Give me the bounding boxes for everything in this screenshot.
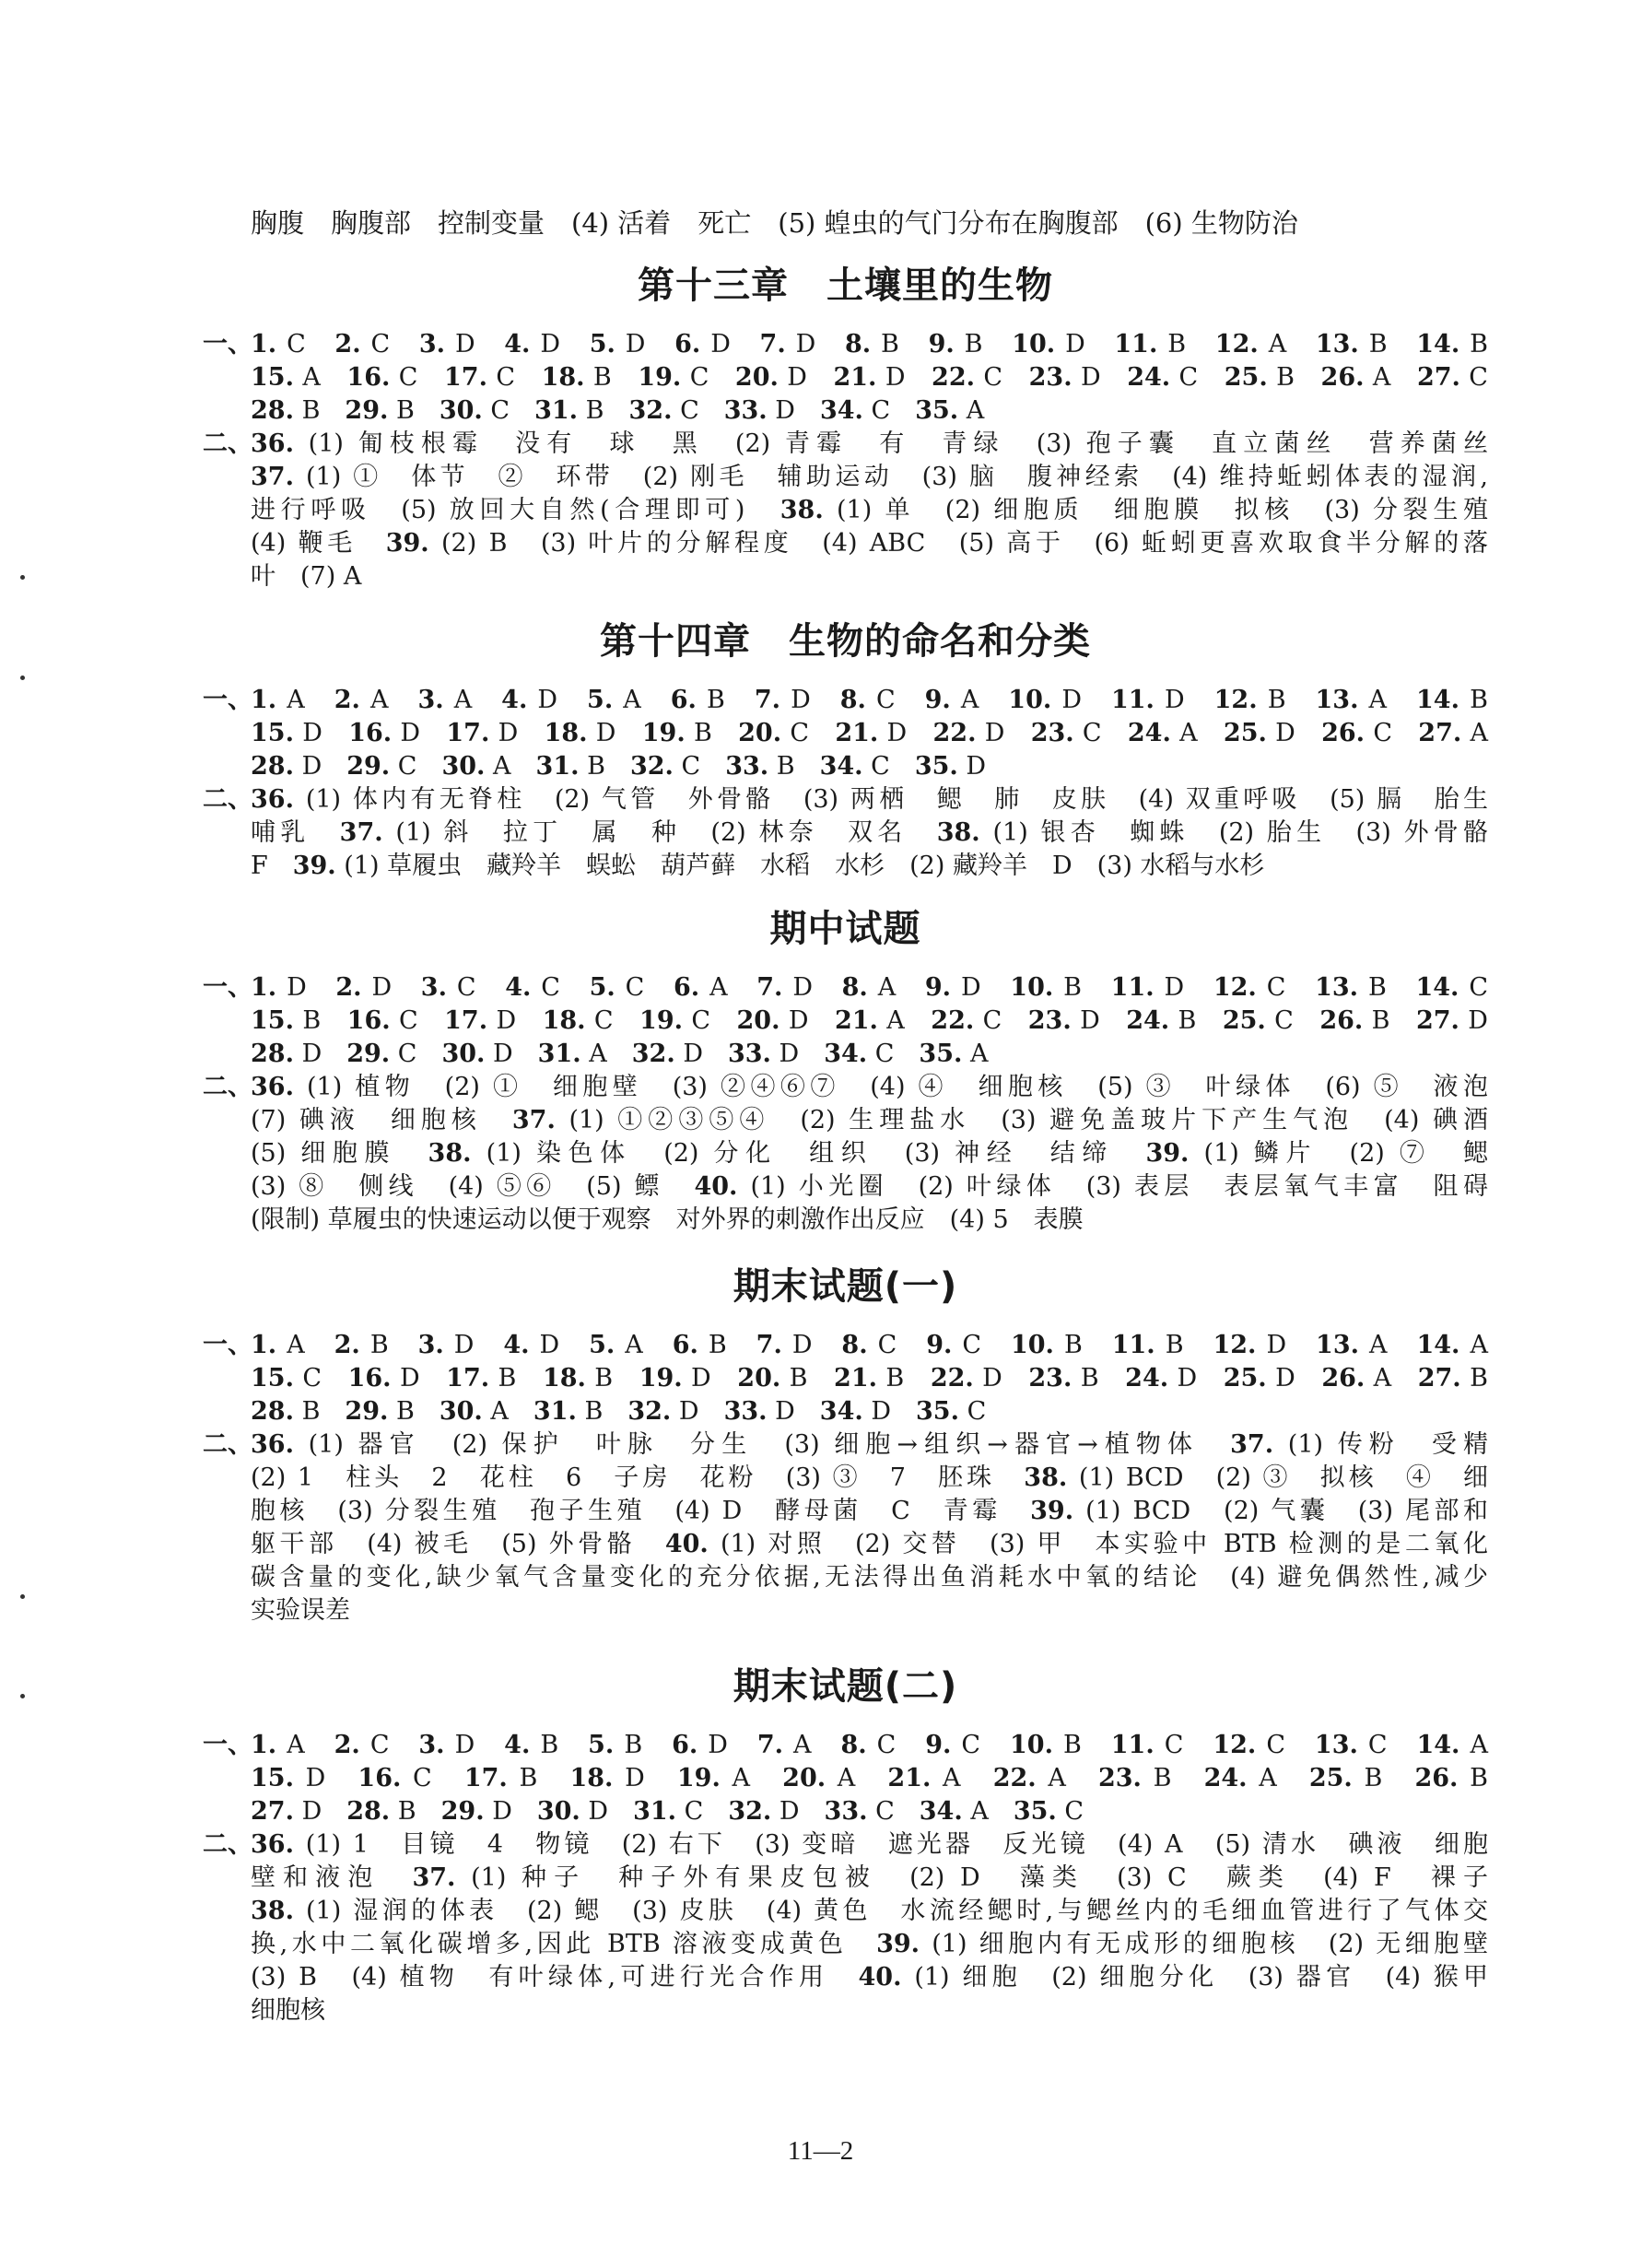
- part-label: [203, 1395, 251, 1428]
- part-label: [203, 817, 251, 850]
- choice-answers-row: [203, 1795, 1488, 1828]
- choice-answers-row: [203, 684, 1488, 717]
- short-answers-row: [203, 1462, 1488, 1495]
- choice-answers-row: [203, 1729, 1488, 1762]
- choice-answers-line: 28. B 29. B 30. A 31. B 32. D 33. D 34. D 35. C: [251, 1397, 987, 1426]
- short-answers-line: (7) 碘液 细胞核 37. (1) ①②③⑤④ (2) 生理盐水 (3) 避免盖玻片下产生气泡 (4) 碘酒: [251, 1106, 1488, 1134]
- section-title: 第十四章 生物的命名和分类: [600, 620, 1091, 663]
- section-title: 第十三章 土壤里的生物: [638, 264, 1053, 307]
- answer-section: [203, 616, 1488, 883]
- short-answers-row: [203, 1170, 1488, 1204]
- margin-mark: [20, 1694, 25, 1698]
- lead-line: 胸腹 胸腹部 控制变量 (4) 活着 死亡 (5) 蝗虫的气门分布在胸腹部 (6) 生物防治: [251, 207, 1298, 239]
- short-answers-line: 37. (1) ① 体节 ② 环带 (2) 刚毛 辅助运动 (3) 脑 腹神经索 (4) 维持蚯蚓体表的湿润,: [251, 463, 1488, 491]
- short-answers-line: 碳含量的变化,缺少氧气含量变化的充分依据,无法得出鱼消耗水中氧的结论 (4) 避免偶然性,减少: [251, 1563, 1488, 1592]
- short-answers-line: 壁和液泡 37. (1) 种子 种子外有果皮包被 (2) D 藻类 (3) C 蕨类 (4) F 裸子: [251, 1863, 1489, 1892]
- short-answers-row: [203, 428, 1488, 461]
- section-title: 期末试题(一): [733, 1265, 958, 1308]
- short-answers-line: 进行呼吸 (5) 放回大自然(合理即可) 38. (1) 单 (2) 细胞质 细胞膜 拟核 (3) 分裂生殖: [251, 496, 1488, 524]
- short-answers-row: [203, 1561, 1488, 1594]
- short-answers-line: (5) 细胞膜 38. (1) 染色体 (2) 分化 组织 (3) 神经 结缔 39. (1) 鳞片 (2) ⑦ 鳃: [251, 1139, 1488, 1168]
- short-answers-row: [203, 1495, 1488, 1528]
- part-label: 二、: [203, 1073, 252, 1101]
- part-label: [203, 560, 251, 593]
- short-answers-row: [203, 850, 1488, 883]
- short-answers-line: 36. (1) 植物 (2) ① 细胞壁 (3) ②④⑥⑦ (4) ④ 细胞核 (5) ③ 叶绿体 (6) ⑤ 液泡: [251, 1073, 1488, 1101]
- short-answers-line: 38. (1) 湿润的体表 (2) 鳃 (3) 皮肤 (4) 黄色 水流经鳃时,与鳃丝内的毛细血管进行了气体交: [251, 1897, 1488, 1925]
- short-answers-line: 36. (1) 器官 (2) 保护 叶脉 分生 (3) 细胞→组织→器官→植物体 37. (1) 传粉 受精: [251, 1430, 1488, 1459]
- short-answers-line: (2) 1 柱头 2 花柱 6 子房 花粉 (3) ③ 7 胚珠 38. (1) BCD (2) ③ 拟核 ④ 细: [251, 1463, 1488, 1492]
- part-label: [203, 1005, 251, 1038]
- part-label: [203, 1204, 251, 1237]
- choice-answers-row: [203, 750, 1488, 783]
- part-label: [203, 1462, 251, 1495]
- short-answers-line: 换,水中二氧化碳增多,因此 BTB 溶液变成黄色 39. (1) 细胞内有无成形的细胞核 (2) 无细胞壁: [251, 1930, 1488, 1958]
- part-label: 一、: [203, 1331, 252, 1359]
- part-label: [203, 1137, 251, 1170]
- choice-answers-row: [203, 1362, 1488, 1395]
- choice-answers-line: 15. D 16. C 17. B 18. D 19. A 20. A 21. A 22. A 23. B 24. A 25. B 26. B: [251, 1764, 1488, 1792]
- part-label: 一、: [203, 1731, 252, 1759]
- part-label: 二、: [203, 429, 252, 458]
- short-answers-line: 胞核 (3) 分裂生殖 孢子生殖 (4) D 酵母菌 C 青霉 39. (1) BCD (2) 气囊 (3) 尾部和: [251, 1497, 1488, 1525]
- margin-mark: [20, 1594, 25, 1599]
- short-answers-line: 哺乳 37. (1) 斜 拉丁 属 种 (2) 林奈 双名 38. (1) 银杏 蜘蛛 (2) 胎生 (3) 外骨骼: [251, 818, 1488, 847]
- short-answers-line: 36. (1) 匍枝根霉 没有 球 黑 (2) 青霉 有 青绿 (3) 孢子囊 直立菌丝 营养菌丝: [251, 429, 1488, 458]
- choice-answers-line: 27. D 28. B 29. D 30. D 31. C 32. D 33. C 34. A 35. C: [251, 1797, 1084, 1826]
- part-label: [203, 1862, 251, 1895]
- choice-answers-line: 28. D 29. C 30. A 31. B 32. C 33. B 34. C 35. D: [251, 752, 987, 781]
- choice-answers-line: 1. A 2. B 3. D 4. D 5. A 6. B 7. D 8. C 9. C 10. B 11. B 12. D 13. A 14. A: [251, 1331, 1488, 1359]
- part-label: 二、: [203, 1430, 252, 1459]
- short-answers-line: 躯干部 (4) 被毛 (5) 外骨骼 40. (1) 对照 (2) 交替 (3) 甲 本实验中 BTB 检测的是二氧化: [251, 1530, 1488, 1558]
- short-answers-line: (3) B (4) 植物 有叶绿体,可进行光合作用 40. (1) 细胞 (2) 细胞分化 (3) 器官 (4) 猴甲: [251, 1963, 1488, 1992]
- choice-answers-row: [203, 1395, 1488, 1428]
- choice-answers-row: [203, 361, 1488, 394]
- short-answers-row: [203, 1994, 1488, 2027]
- short-answers-row: [203, 1862, 1488, 1895]
- section-title: 期末试题(二): [733, 1665, 958, 1708]
- choice-answers-line: 28. D 29. C 30. D 31. A 32. D 33. D 34. C 35. A: [251, 1040, 989, 1068]
- choice-answers-line: 15. A 16. C 17. C 18. B 19. C 20. D 21. D 22. C 23. D 24. C 25. B 26. A 27. C: [251, 363, 1488, 392]
- part-label: [203, 461, 251, 494]
- answer-section: [203, 260, 1488, 593]
- choice-answers-line: 15. C 16. D 17. B 18. B 19. D 20. B 21. B 22. D 23. B 24. D 25. D 26. A 27. B: [251, 1364, 1488, 1393]
- part-label: [203, 1528, 251, 1561]
- choice-answers-line: 1. D 2. D 3. C 4. C 5. C 6. A 7. D 8. A 9. D 10. B 11. D 12. C 13. B 14. C: [251, 973, 1489, 1002]
- part-label: [203, 1561, 251, 1594]
- choice-answers-row: [203, 1329, 1488, 1362]
- answer-section: [203, 1661, 1488, 2027]
- short-answers-row: [203, 1961, 1488, 1994]
- part-label: [203, 1762, 251, 1795]
- part-label: [203, 494, 251, 527]
- part-label: [203, 1961, 251, 1994]
- short-answers-row: [203, 1594, 1488, 1628]
- choice-answers-row: [203, 1005, 1488, 1038]
- choice-answers-row: [203, 971, 1488, 1005]
- short-answers-row: [203, 1928, 1488, 1961]
- margin-mark: [20, 676, 25, 680]
- choice-answers-row: [203, 1038, 1488, 1071]
- short-answers-line: 36. (1) 体内有无脊柱 (2) 气管 外骨骼 (3) 两栖 鳃 肺 皮肤 (4) 双重呼吸 (5) 膈 胎生: [251, 785, 1488, 814]
- short-answers-line: (4) 鞭毛 39. (2) B (3) 叶片的分解程度 (4) ABC (5) 高于 (6) 蚯蚓更喜欢取食半分解的落: [251, 529, 1488, 558]
- choice-answers-row: [203, 1762, 1488, 1795]
- choice-answers-line: 1. A 2. C 3. D 4. B 5. B 6. D 7. A 8. C 9. C 10. B 11. C 12. C 13. C 14. A: [251, 1731, 1488, 1759]
- part-label: [203, 1104, 251, 1137]
- short-answers-row: [203, 1428, 1488, 1462]
- short-answers-row: [203, 1204, 1488, 1237]
- choice-answers-line: 15. B 16. C 17. D 18. C 19. C 20. D 21. A 22. C 23. D 24. B 25. C 26. B 27. D: [251, 1006, 1488, 1035]
- part-label: [203, 361, 251, 394]
- short-answers-row: [203, 1528, 1488, 1561]
- choice-answers-row: [203, 328, 1488, 361]
- part-label: [203, 1795, 251, 1828]
- part-label: [203, 717, 251, 750]
- part-label: [203, 1038, 251, 1071]
- short-answers-row: [203, 1895, 1488, 1928]
- part-label: 二、: [203, 785, 252, 814]
- short-answers-row: [203, 494, 1488, 527]
- part-label: [203, 1895, 251, 1928]
- answer-section: [203, 1261, 1488, 1628]
- short-answers-line: F 39. (1) 草履虫 藏羚羊 蜈蚣 葫芦藓 水稻 水杉 (2) 藏羚羊 D (3) 水稻与水杉: [251, 852, 1265, 880]
- short-answers-row: [203, 461, 1488, 494]
- choice-answers-row: [203, 394, 1488, 428]
- short-answers-row: [203, 817, 1488, 850]
- short-answers-line: (3) ⑧ 侧线 (4) ⑤⑥ (5) 鳔 40. (1) 小光圈 (2) 叶绿体 (3) 表层 表层氧气丰富 阻碍: [251, 1172, 1488, 1201]
- margin-mark: [20, 575, 25, 580]
- short-answers-row: [203, 1137, 1488, 1170]
- page-number: 11—2: [787, 2136, 854, 2166]
- short-answers-line: (限制) 草履虫的快速运动以便于观察 对外界的刺激作出反应 (4) 5 表膜: [251, 1205, 1084, 1234]
- part-label: [203, 1170, 251, 1204]
- part-label: 一、: [203, 330, 252, 358]
- choice-answers-row: [203, 717, 1488, 750]
- short-answers-line: 36. (1) 1 目镜 4 物镜 (2) 右下 (3) 变暗 遮光器 反光镜 (4) A (5) 清水 碘液 细胞: [251, 1830, 1488, 1859]
- short-answers-row: [203, 527, 1488, 560]
- part-label: [203, 1994, 251, 2027]
- answer-section: [203, 903, 1488, 1237]
- part-label: [203, 1928, 251, 1961]
- part-label: [203, 1495, 251, 1528]
- choice-answers-line: 1. A 2. A 3. A 4. D 5. A 6. B 7. D 8. C 9. A 10. D 11. D 12. B 13. A 14. B: [251, 686, 1488, 714]
- part-label: [203, 750, 251, 783]
- short-answers-line: 细胞核: [251, 1996, 325, 2025]
- part-label: 二、: [203, 1830, 252, 1859]
- short-answers-row: [203, 1071, 1488, 1104]
- short-answers-line: 叶 (7) A: [251, 562, 362, 591]
- short-answers-line: 实验误差: [251, 1596, 350, 1625]
- part-label: [203, 394, 251, 428]
- part-label: [203, 850, 251, 883]
- part-label: [203, 1362, 251, 1395]
- part-label: 一、: [203, 686, 252, 714]
- choice-answers-line: 15. D 16. D 17. D 18. D 19. B 20. C 21. D 22. D 23. C 24. A 25. D 26. C 27. A: [251, 719, 1489, 747]
- short-answers-row: [203, 783, 1488, 817]
- short-answers-row: [203, 1828, 1488, 1862]
- choice-answers-line: 28. B 29. B 30. C 31. B 32. C 33. D 34. C 35. A: [251, 396, 985, 425]
- short-answers-row: [203, 1104, 1488, 1137]
- part-label: [203, 1594, 251, 1628]
- part-label: [203, 527, 251, 560]
- choice-answers-line: 1. C 2. C 3. D 4. D 5. D 6. D 7. D 8. B 9. B 10. D 11. B 12. A 13. B 14. B: [251, 330, 1489, 358]
- section-title: 期中试题: [769, 908, 921, 950]
- short-answers-row: [203, 560, 1488, 593]
- part-label: 一、: [203, 973, 252, 1002]
